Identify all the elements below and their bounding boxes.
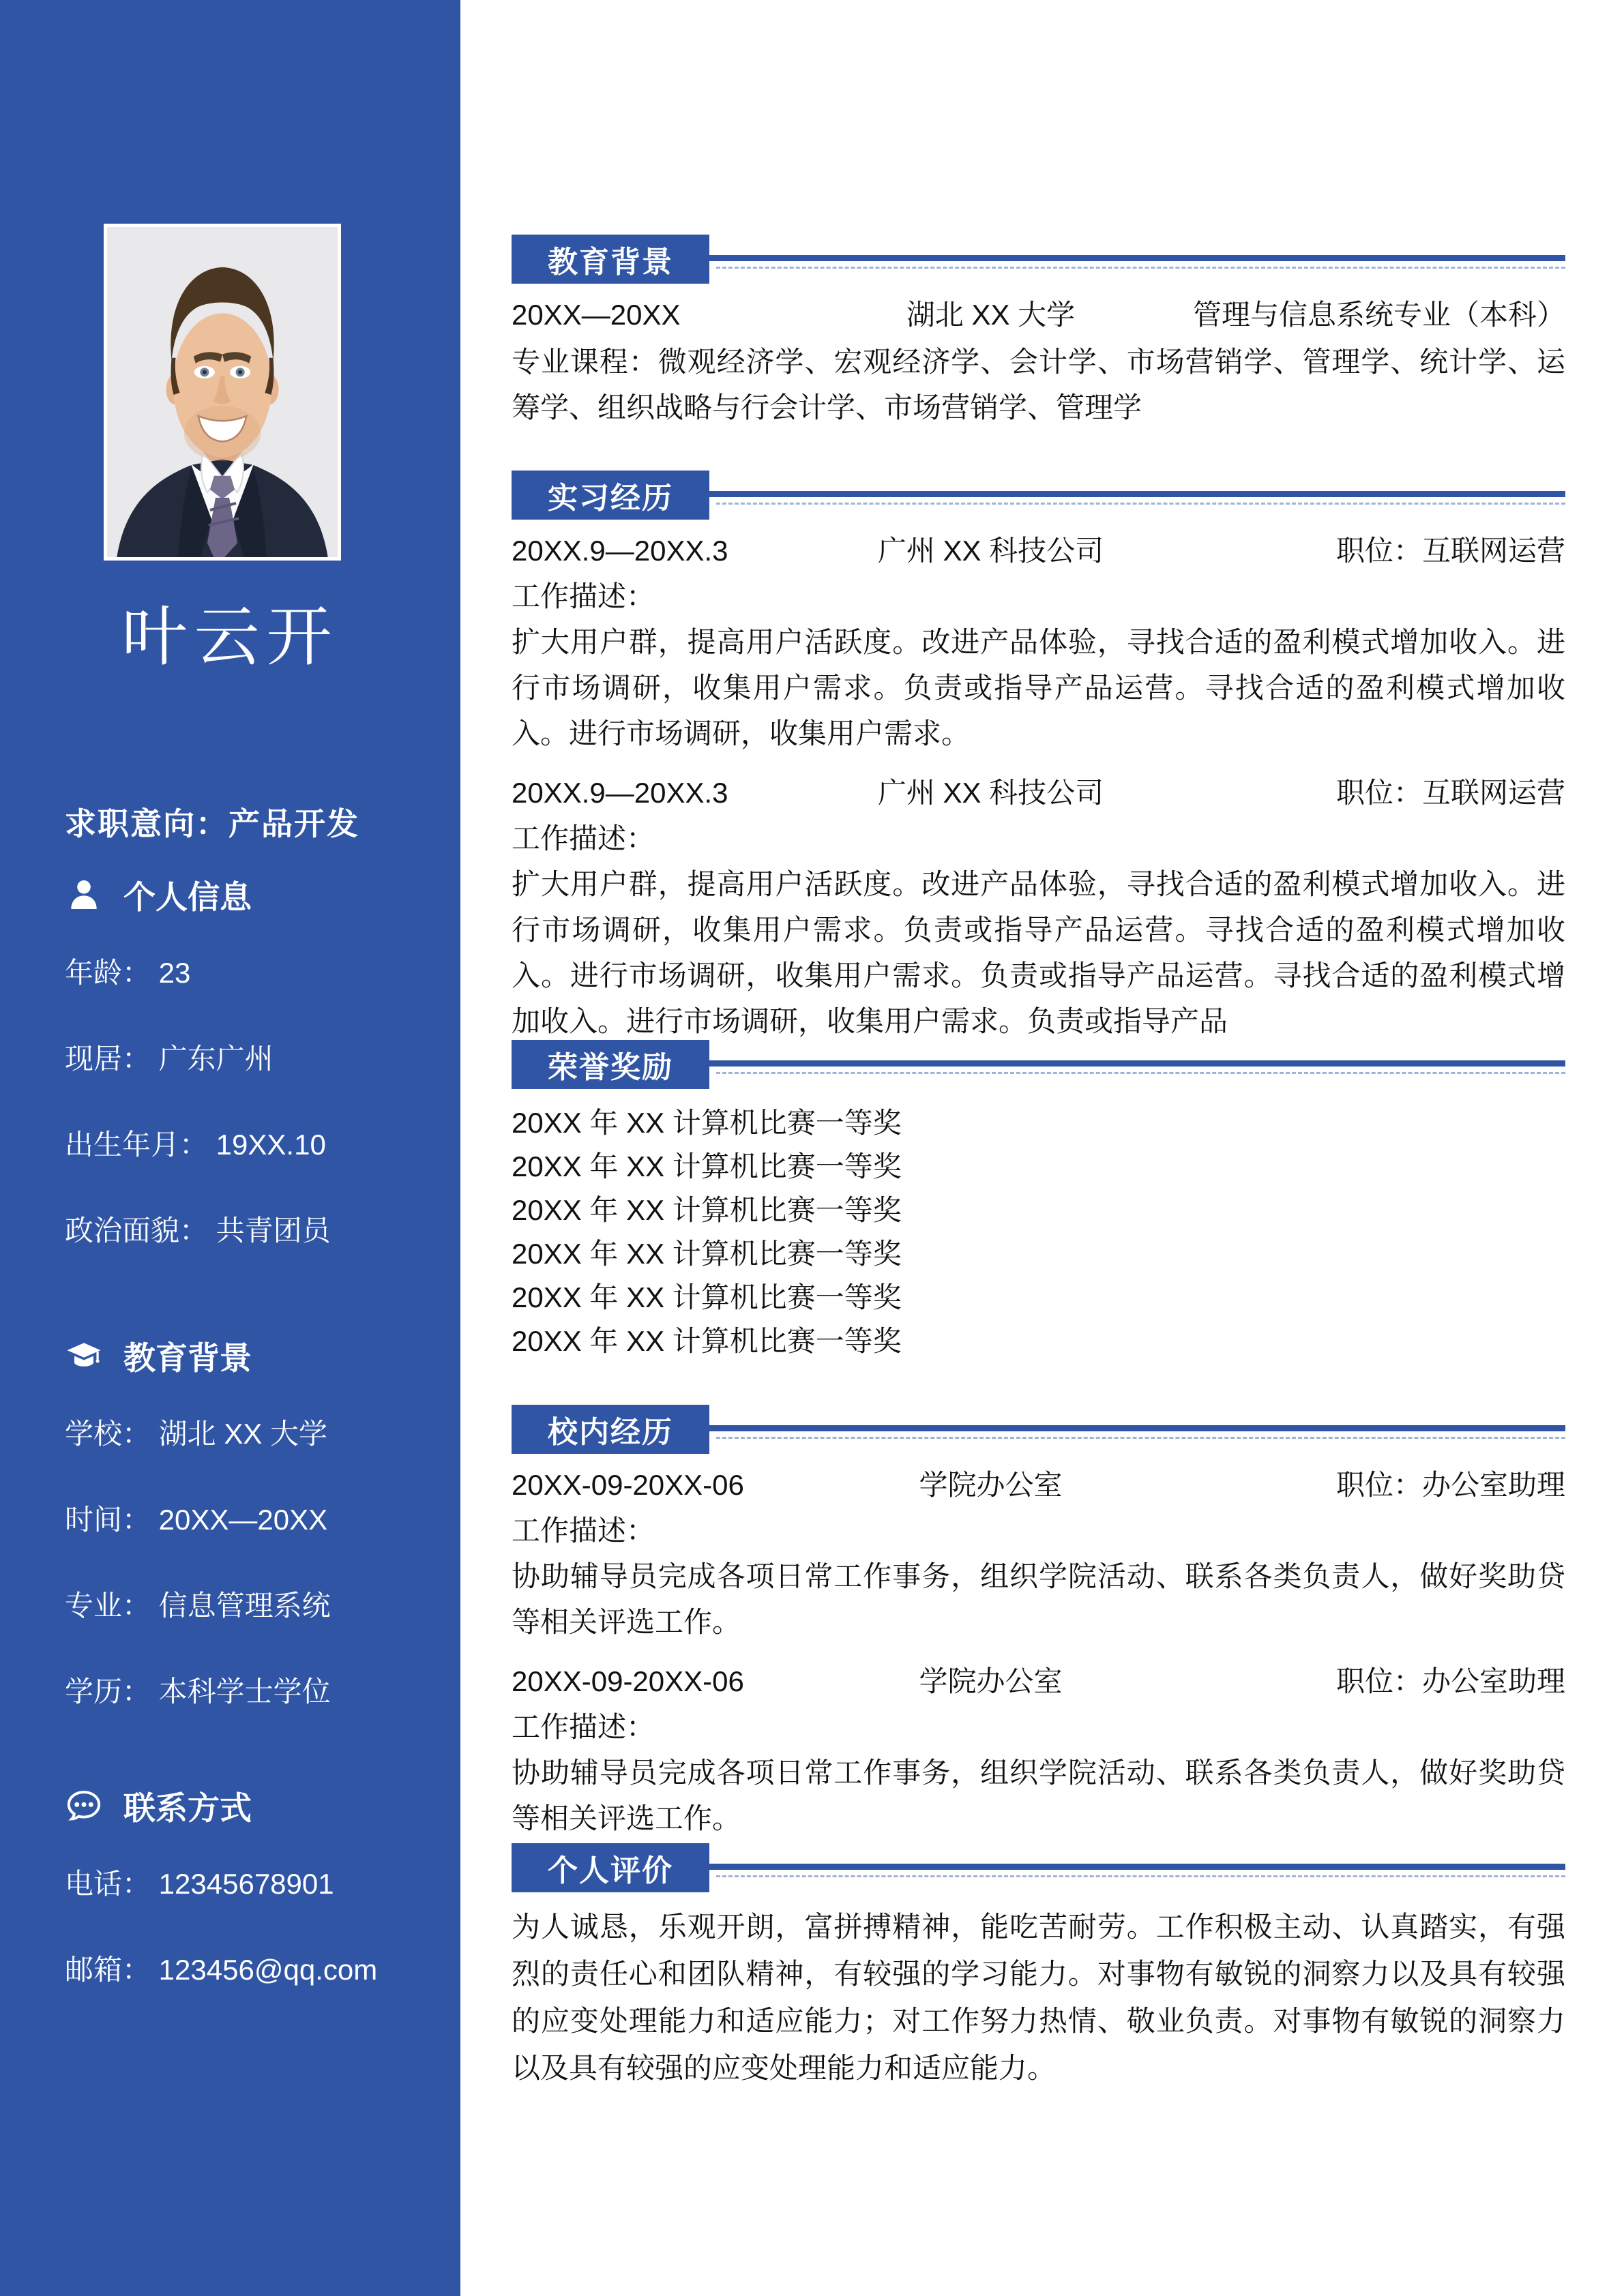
section-evaluation-header <box>512 1843 1565 1892</box>
internship-company: 广州 XX 科技公司 <box>877 777 1104 809</box>
honor-item: 20XX 年 XX 计算机比赛一等奖 <box>512 1107 902 1139</box>
contact-items <box>65 1870 419 1984</box>
education-school: 湖北 XX 大学 <box>906 299 1076 331</box>
internship-desc-label: 工作描述： <box>512 580 655 612</box>
section-internship-header <box>512 471 1565 520</box>
campus-period: 20XX-09-20XX-06 <box>512 1665 744 1697</box>
section-honors-badge: 荣誉奖励 <box>512 1040 709 1089</box>
education-major: 管理与信息系统专业（本科） <box>1192 299 1565 331</box>
campus-org: 学院办公室 <box>919 1665 1063 1697</box>
section-evaluation <box>512 1843 1565 2091</box>
internship-entry-row <box>512 770 1565 816</box>
internship-company: 广州 XX 科技公司 <box>877 535 1104 567</box>
section-internship-badge: 实习经历 <box>512 471 709 520</box>
education-courses: 专业课程：微观经济学、宏观经济学、会计学、市场营销学、管理学、统计学、运筹学、组织战略与行会计学、市场营销学、管理学 <box>512 346 1565 423</box>
edu-item-time: 时间： 20XX—20XX <box>65 1504 328 1536</box>
sidebar-education-title <box>65 1335 419 1376</box>
sidebar-section-personal-info <box>65 874 419 1302</box>
sidebar-section-contact <box>65 1785 419 2042</box>
edu-item-degree: 学历： 本科学士学位 <box>65 1675 331 1708</box>
section-internship <box>512 471 1565 1044</box>
campus-entry-row <box>512 1462 1565 1508</box>
sidebar-education-items <box>65 1420 419 1706</box>
info-item-political-status: 政治面貌： 共青团员 <box>65 1214 331 1247</box>
contact-title-label: 联系方式 <box>123 1789 252 1826</box>
section-education-rule <box>709 255 1565 261</box>
sidebar-section-education <box>65 1335 419 1763</box>
campus-org: 学院办公室 <box>919 1469 1063 1501</box>
candidate-name: 叶云开 <box>121 601 339 674</box>
campus-desc-label: 工作描述： <box>512 1515 655 1547</box>
section-education <box>512 235 1565 430</box>
job-objective: 求职意向：产品开发 <box>65 806 359 841</box>
edu-item-major: 专业： 信息管理系统 <box>65 1590 331 1622</box>
section-campus-header <box>512 1405 1565 1454</box>
education-period: 20XX—20XX <box>512 299 681 331</box>
honor-item: 20XX 年 XX 计算机比赛一等奖 <box>512 1194 902 1226</box>
section-evaluation-badge: 个人评价 <box>512 1843 709 1892</box>
evaluation-text: 为人诚恳，乐观开朗，富拼搏精神，能吃苦耐劳。工作积极主动、认真踏实，有强烈的责任心和团队精神，有较强的学习能力。对事物有敏锐的洞察力以及具有较强的应变处理能力和适应能力；对工作努力热情、敬业负责。对事物有敏锐的洞察力以及具有较强的应变处理能力和适应能力。 <box>512 1911 1565 2084</box>
internship-period: 20XX.9—20XX.3 <box>512 535 728 567</box>
internship-description: 扩大用户群，提高用户活跃度。改进产品体验，寻找合适的盈利模式增加收入。进行市场调研，收集用户需求。负责或指导产品运营。寻找合适的盈利模式增加收入。进行市场调研，收集用户需求。 <box>512 626 1565 749</box>
contact-title <box>65 1785 419 1826</box>
info-item-residence: 现居： 广东广州 <box>65 1043 274 1075</box>
honors-list <box>512 1101 1565 1363</box>
section-campus-badge: 校内经历 <box>512 1405 709 1454</box>
campus-position: 职位：办公室助理 <box>1335 1469 1565 1501</box>
campus-entry-row <box>512 1658 1565 1704</box>
section-education-badge: 教育背景 <box>512 235 709 284</box>
section-education-header <box>512 235 1565 284</box>
internship-position: 职位：互联网运营 <box>1335 535 1565 567</box>
portrait-illustration <box>107 227 338 557</box>
internship-period: 20XX.9—20XX.3 <box>512 777 728 809</box>
internship-entry-row <box>512 528 1565 573</box>
campus-position: 职位：办公室助理 <box>1335 1665 1565 1697</box>
section-education-rule-dash <box>716 267 1565 269</box>
section-campus-rule-dash <box>716 1437 1565 1439</box>
campus-desc-label: 工作描述： <box>512 1711 655 1743</box>
personal-info-title-label: 个人信息 <box>123 878 252 915</box>
internship-description: 扩大用户群，提高用户活跃度。改进产品体验，寻找合适的盈利模式增加收入。进行市场调研，收集用户需求。负责或指导产品运营。寻找合适的盈利模式增加收入。进行市场调研，收集用户需求。负责或指导产品运营。寻找合适的盈利模式增加收入。进行市场调研，收集用户需求。负责或指导产品 <box>512 868 1565 1037</box>
info-item-age: 年龄： 23 <box>65 957 191 989</box>
section-honors-rule-dash <box>716 1072 1565 1074</box>
contact-item-phone: 电话： 12345678901 <box>65 1868 334 1900</box>
graduation-cap-icon <box>65 1337 103 1375</box>
honor-item: 20XX 年 XX 计算机比赛一等奖 <box>512 1150 902 1182</box>
person-icon <box>65 876 103 914</box>
edu-item-school: 学校： 湖北 XX 大学 <box>65 1418 328 1450</box>
campus-period: 20XX-09-20XX-06 <box>512 1469 744 1501</box>
sidebar <box>0 0 460 2296</box>
campus-description: 协助辅导员完成各项日常工作事务，组织学院活动、联系各类负责人，做好奖助贷等相关评选工作。 <box>512 1560 1565 1638</box>
section-evaluation-rule <box>709 1864 1565 1870</box>
chat-bubble-icon <box>65 1787 103 1825</box>
sidebar-education-title-label: 教育背景 <box>123 1339 252 1376</box>
section-honors-rule <box>709 1060 1565 1067</box>
section-honors-header <box>512 1040 1565 1089</box>
section-campus <box>512 1405 1565 1841</box>
personal-info-items <box>65 959 419 1245</box>
section-campus-rule <box>709 1425 1565 1431</box>
section-internship-rule <box>709 491 1565 497</box>
honor-item: 20XX 年 XX 计算机比赛一等奖 <box>512 1325 902 1357</box>
internship-position: 职位：互联网运营 <box>1335 777 1565 809</box>
profile-photo <box>104 224 341 561</box>
section-evaluation-rule-dash <box>716 1875 1565 1877</box>
section-internship-rule-dash <box>716 503 1565 505</box>
honor-item: 20XX 年 XX 计算机比赛一等奖 <box>512 1281 902 1313</box>
campus-description: 协助辅导员完成各项日常工作事务，组织学院活动、联系各类负责人，做好奖助贷等相关评选工作。 <box>512 1757 1565 1834</box>
personal-info-title <box>65 874 419 915</box>
education-row <box>512 292 1565 338</box>
internship-desc-label: 工作描述： <box>512 822 655 854</box>
contact-item-email: 邮箱： 123456@qq.com <box>65 1954 378 1986</box>
section-honors <box>512 1040 1565 1363</box>
honor-item: 20XX 年 XX 计算机比赛一等奖 <box>512 1238 902 1270</box>
info-item-birth: 出生年月： 19XX.10 <box>65 1129 326 1161</box>
